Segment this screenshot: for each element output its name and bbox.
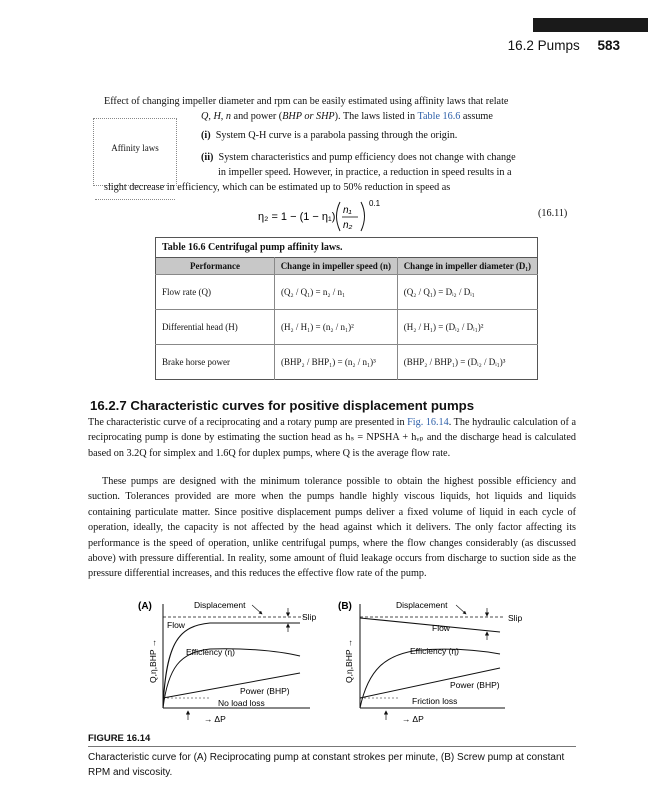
panel-a-slip: Slip	[302, 612, 317, 622]
page-number: 583	[597, 38, 620, 53]
panel-b-flow: Flow	[432, 623, 450, 633]
assumption-1	[201, 128, 457, 143]
running-header	[440, 38, 620, 53]
panel-b-displacement-pointer	[456, 605, 466, 614]
eq-lhs: η₂ = 1 − (1 − η₁)	[258, 211, 336, 223]
intro-text-e: assume	[460, 111, 493, 122]
eq-paren-left	[337, 202, 341, 231]
figure-caption: Characteristic curve for (A) Reciprocating pump at constant strokes per minute, (B) Screw pump at constant RPM and viscosity.	[88, 752, 565, 778]
affinity-table	[155, 237, 538, 380]
panel-b-dp: → ΔP	[402, 714, 424, 724]
panel-a-noload: No load loss	[218, 698, 265, 708]
header-bar	[533, 18, 648, 32]
figure-rule	[88, 746, 576, 747]
figure-link[interactable]: Fig. 16.14	[407, 417, 449, 428]
figure-label: FIGURE 16.14	[88, 733, 151, 744]
cell-speed: (Q₂ / Q₁) = n₂ / n₁	[275, 275, 398, 310]
intro-power: BHP or SHP	[282, 111, 335, 122]
intro-line2	[201, 109, 581, 124]
section-para1	[88, 415, 576, 461]
row-label: Brake horse power	[156, 345, 275, 380]
panel-a-displacement: Displacement	[194, 600, 246, 610]
panel-b-ylabel: Q,η,BHP →	[344, 638, 354, 683]
panel-b-flow-line	[360, 618, 500, 632]
section-heading: 16.2.7 Characteristic curves for positive displacement pumps	[90, 398, 475, 413]
assumption-1-text: System Q-H curve is a parabola passing through the origin.	[215, 130, 458, 141]
panel-a-displacement-pointer	[252, 605, 262, 614]
col-performance: Performance	[156, 258, 275, 275]
equation-number: (16.11)	[538, 208, 568, 219]
cell-speed: (H₂ / H₁) = (n₂ / n₁)²	[275, 310, 398, 345]
panel-a-flow: Flow	[167, 620, 185, 630]
cell-diameter: (BHP₂ / BHP₁) = (Dᵢ₂ / Dᵢ₁)³	[397, 345, 537, 380]
assumption-2-cont: in impeller speed. However, in practice, a reduction in speed results in a	[218, 167, 512, 178]
panel-b-efficiency: Efficiency (η)	[410, 646, 459, 656]
panel-a-ylabel: Q,η,BHP →	[148, 638, 158, 683]
col-diameter: Change in impeller diameter (D₁)	[397, 258, 537, 275]
row-label: Differential head (H)	[156, 310, 275, 345]
table-caption: Table 16.6 Centrifugal pump affinity laws.	[155, 237, 538, 257]
panel-a-tag: (A)	[138, 601, 152, 612]
panel-b-tag: (B)	[338, 601, 352, 612]
panel-a	[138, 600, 316, 724]
row-label: Flow rate (Q)	[156, 275, 275, 310]
para1-text-b: . The hydraulic calculation of a reciprocating pump is done by estimating the suction head as hₛ = NPSHA + hᵥₚ and the discharge head is calculated based on 3.2Q for simplex and 1.6Q for duplex pumps, where Q is the average flow rate.	[88, 417, 576, 459]
figure-16-14	[0, 590, 648, 730]
assumption-2-num: (ii)	[201, 152, 214, 163]
eq-num: n₁	[343, 205, 352, 216]
panel-b-displacement: Displacement	[396, 600, 448, 610]
table-header-row	[156, 258, 538, 275]
panel-b	[338, 600, 522, 724]
table-row	[156, 345, 538, 380]
assumption-2-text-1: System characteristics and pump efficiency does not change with change	[218, 152, 516, 163]
eq-exponent: 0.1	[369, 199, 381, 208]
intro-line1: Effect of changing impeller diameter and rpm can be easily estimated using affinity laws that relate	[104, 96, 509, 107]
eq-den: n₂	[343, 220, 353, 231]
panel-b-power: Power (BHP)	[450, 680, 500, 690]
table-row	[156, 275, 538, 310]
intro-text-b: and power (	[231, 111, 283, 122]
panel-b-slip: Slip	[508, 613, 523, 623]
section-para2: These pumps are designed with the minimum tolerance possible to obtain the highest possible efficiency and suction. Tolerances provided are more when the pumps handle highly viscous liquids, hot liquids and liquids containing particulate matter. Since positive displacement pumps deliver a fixed volume of liquid in each cycle of operation, ideally, the capacity is not affected by the head against which it delivers. The only factor affecting its performance is the speed of operation, unlike centrifugal pumps, where the flow changes considerably (as discussed above) with pressure differential. In reality, some amount of fluid leakage occurs from discharge to suction side as the pressure differential increases, and this reduces the effective flow rate of the pump.	[88, 476, 576, 580]
intro-cont-line: slight decrease in efficiency, which can be estimated up to 50% reduction in speed as	[104, 182, 451, 193]
intro-vars: Q, H, n	[201, 111, 231, 122]
cell-speed: (BHP₂ / BHP₁) = (n₂ / n₁)³	[275, 345, 398, 380]
cell-diameter: (Q₂ / Q₁) = Dᵢ₂ / Dᵢ₁	[397, 275, 537, 310]
panel-b-friction: Friction loss	[412, 696, 458, 706]
table-row	[156, 310, 538, 345]
panel-a-power: Power (BHP)	[240, 686, 290, 696]
cell-diameter: (H₂ / H₁) = (Dᵢ₂ / Dᵢ₁)²	[397, 310, 537, 345]
eq-paren-right	[361, 202, 365, 231]
header-section: 16.2 Pumps	[507, 38, 580, 53]
table-link[interactable]: Table 16.6	[417, 111, 461, 122]
margin-note: Affinity laws	[111, 143, 159, 153]
assumption-1-num: (i)	[201, 130, 211, 141]
panel-a-dp: → ΔP	[204, 714, 226, 724]
margin-note-box	[93, 118, 177, 186]
assumption-2	[201, 150, 581, 165]
para1-text-a: The characteristic curve of a reciprocating and a rotary pump are presented in	[88, 417, 408, 428]
panel-a-efficiency: Efficiency (η)	[186, 647, 235, 657]
intro-text-d: ). The laws listed in	[334, 111, 418, 122]
col-speed: Change in impeller speed (n)	[275, 258, 398, 275]
